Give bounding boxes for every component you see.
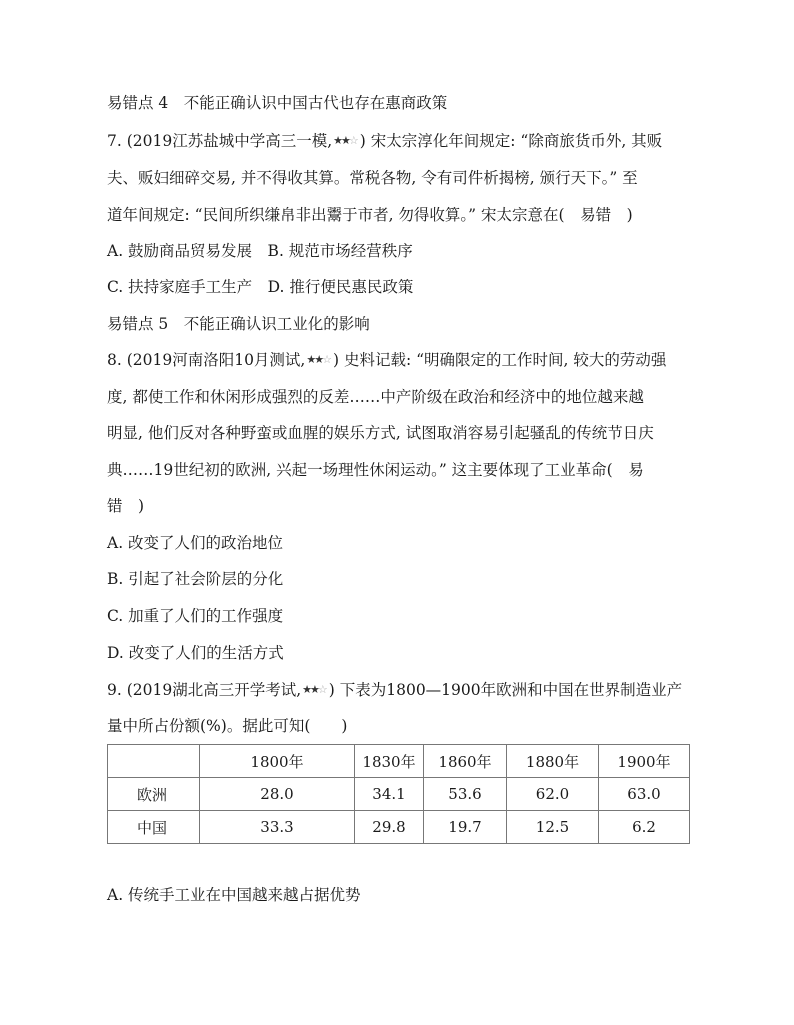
q8-option-b: B. 引起了社会阶层的分化 [107,570,284,588]
q8-line-4: 典……19世纪初的欧洲, 兴起一场理性休闲运动。” 这主要体现了工业革命( 易 [107,461,644,479]
q8-source: 8. (2019河南洛阳10月测试, [107,351,306,369]
q9-line-2: 量中所占份额(%)。据此可知( ) [107,717,348,735]
table-cell: 63.0 [599,778,690,811]
star-filled-icon: ★ [314,353,323,366]
q8-option-c: C. 加重了人们的工作强度 [107,607,284,625]
star-filled-icon: ★ [302,683,311,696]
q7-source: 7. (2019江苏盐城中学高三一模, [107,132,333,150]
table-cell: 6.2 [599,811,690,844]
star-hollow-icon: ☆ [348,134,357,147]
error-point-5-heading: 易错点 5 不能正确认识工业化的影响 [107,315,370,333]
table-cell: 33.3 [200,811,355,844]
table-header-cell: 1900年 [599,745,690,778]
difficulty-stars-icon [302,679,326,701]
q7-line-3: 道年间规定: “民间所织缣帛非出鬻于市者, 勿得收算。” 宋太宗意在( 易错 ) [107,206,633,224]
q7-text: ) 宋太宗淳化年间规定: “除商旅货币外, 其贩 [359,132,663,150]
table-cell: 62.0 [507,778,599,811]
q8-line-2: 度, 都使工作和休闲形成强烈的反差……中产阶级在政治和经济中的地位越来越 [107,388,644,406]
q9-text: ) 下表为1800—1900年欧洲和中国在世界制造业产 [328,681,683,699]
table-cell: 29.8 [355,811,424,844]
table-header-cell: 1800年 [200,745,355,778]
star-hollow-icon: ☆ [322,353,330,366]
table-header-cell: 1860年 [424,745,507,778]
table-header-cell: 1880年 [507,745,599,778]
table-row [108,811,690,844]
q7-options-ab: A. 鼓励商品贸易发展 B. 规范市场经营秩序 [107,242,413,260]
star-filled-icon: ★ [310,683,318,696]
q7-options-cd: C. 扶持家庭手工生产 D. 推行便民惠民政策 [107,278,414,296]
q8-line-5: 错 ) [107,497,145,515]
q8-text: ) 史料记载: “明确限定的工作时间, 较大的劳动强 [333,351,667,369]
table-header-cell: 1830年 [355,745,424,778]
difficulty-stars-icon [306,349,330,371]
q9-line-1 [107,679,697,701]
manufacturing-share-table [107,744,690,844]
q7-line-1 [107,130,697,152]
star-filled-icon: ★ [333,134,342,147]
table-cell: 53.6 [424,778,507,811]
q7-line-2: 夫、贩妇细碎交易, 并不得收其算。常税各物, 令有司件析揭榜, 颁行天下。” 至 [107,169,638,187]
q9-option-a: A. 传统手工业在中国越来越占据优势 [107,886,361,904]
table-header-cell [108,745,200,778]
error-point-4-heading: 易错点 4 不能正确认识中国古代也存在惠商政策 [107,94,448,112]
q8-line-3: 明显, 他们反对各种野蛮或血腥的娱乐方式, 试图取消容易引起骚乱的传统节日庆 [107,424,654,442]
table-cell: 19.7 [424,811,507,844]
q8-option-d: D. 改变了人们的生活方式 [107,644,284,662]
q8-option-a: A. 改变了人们的政治地位 [107,534,284,552]
q9-source: 9. (2019湖北高三开学考试, [107,681,302,699]
star-filled-icon: ★ [341,134,349,147]
star-filled-icon: ★ [306,353,315,366]
table-row-label: 欧洲 [108,778,200,811]
table-row [108,778,690,811]
table-row-label: 中国 [108,811,200,844]
difficulty-stars-icon [333,130,357,152]
star-hollow-icon: ☆ [317,683,326,696]
table-cell: 12.5 [507,811,599,844]
table-cell: 34.1 [355,778,424,811]
table-cell: 28.0 [200,778,355,811]
table-header-row [108,745,690,778]
q8-line-1 [107,349,697,371]
